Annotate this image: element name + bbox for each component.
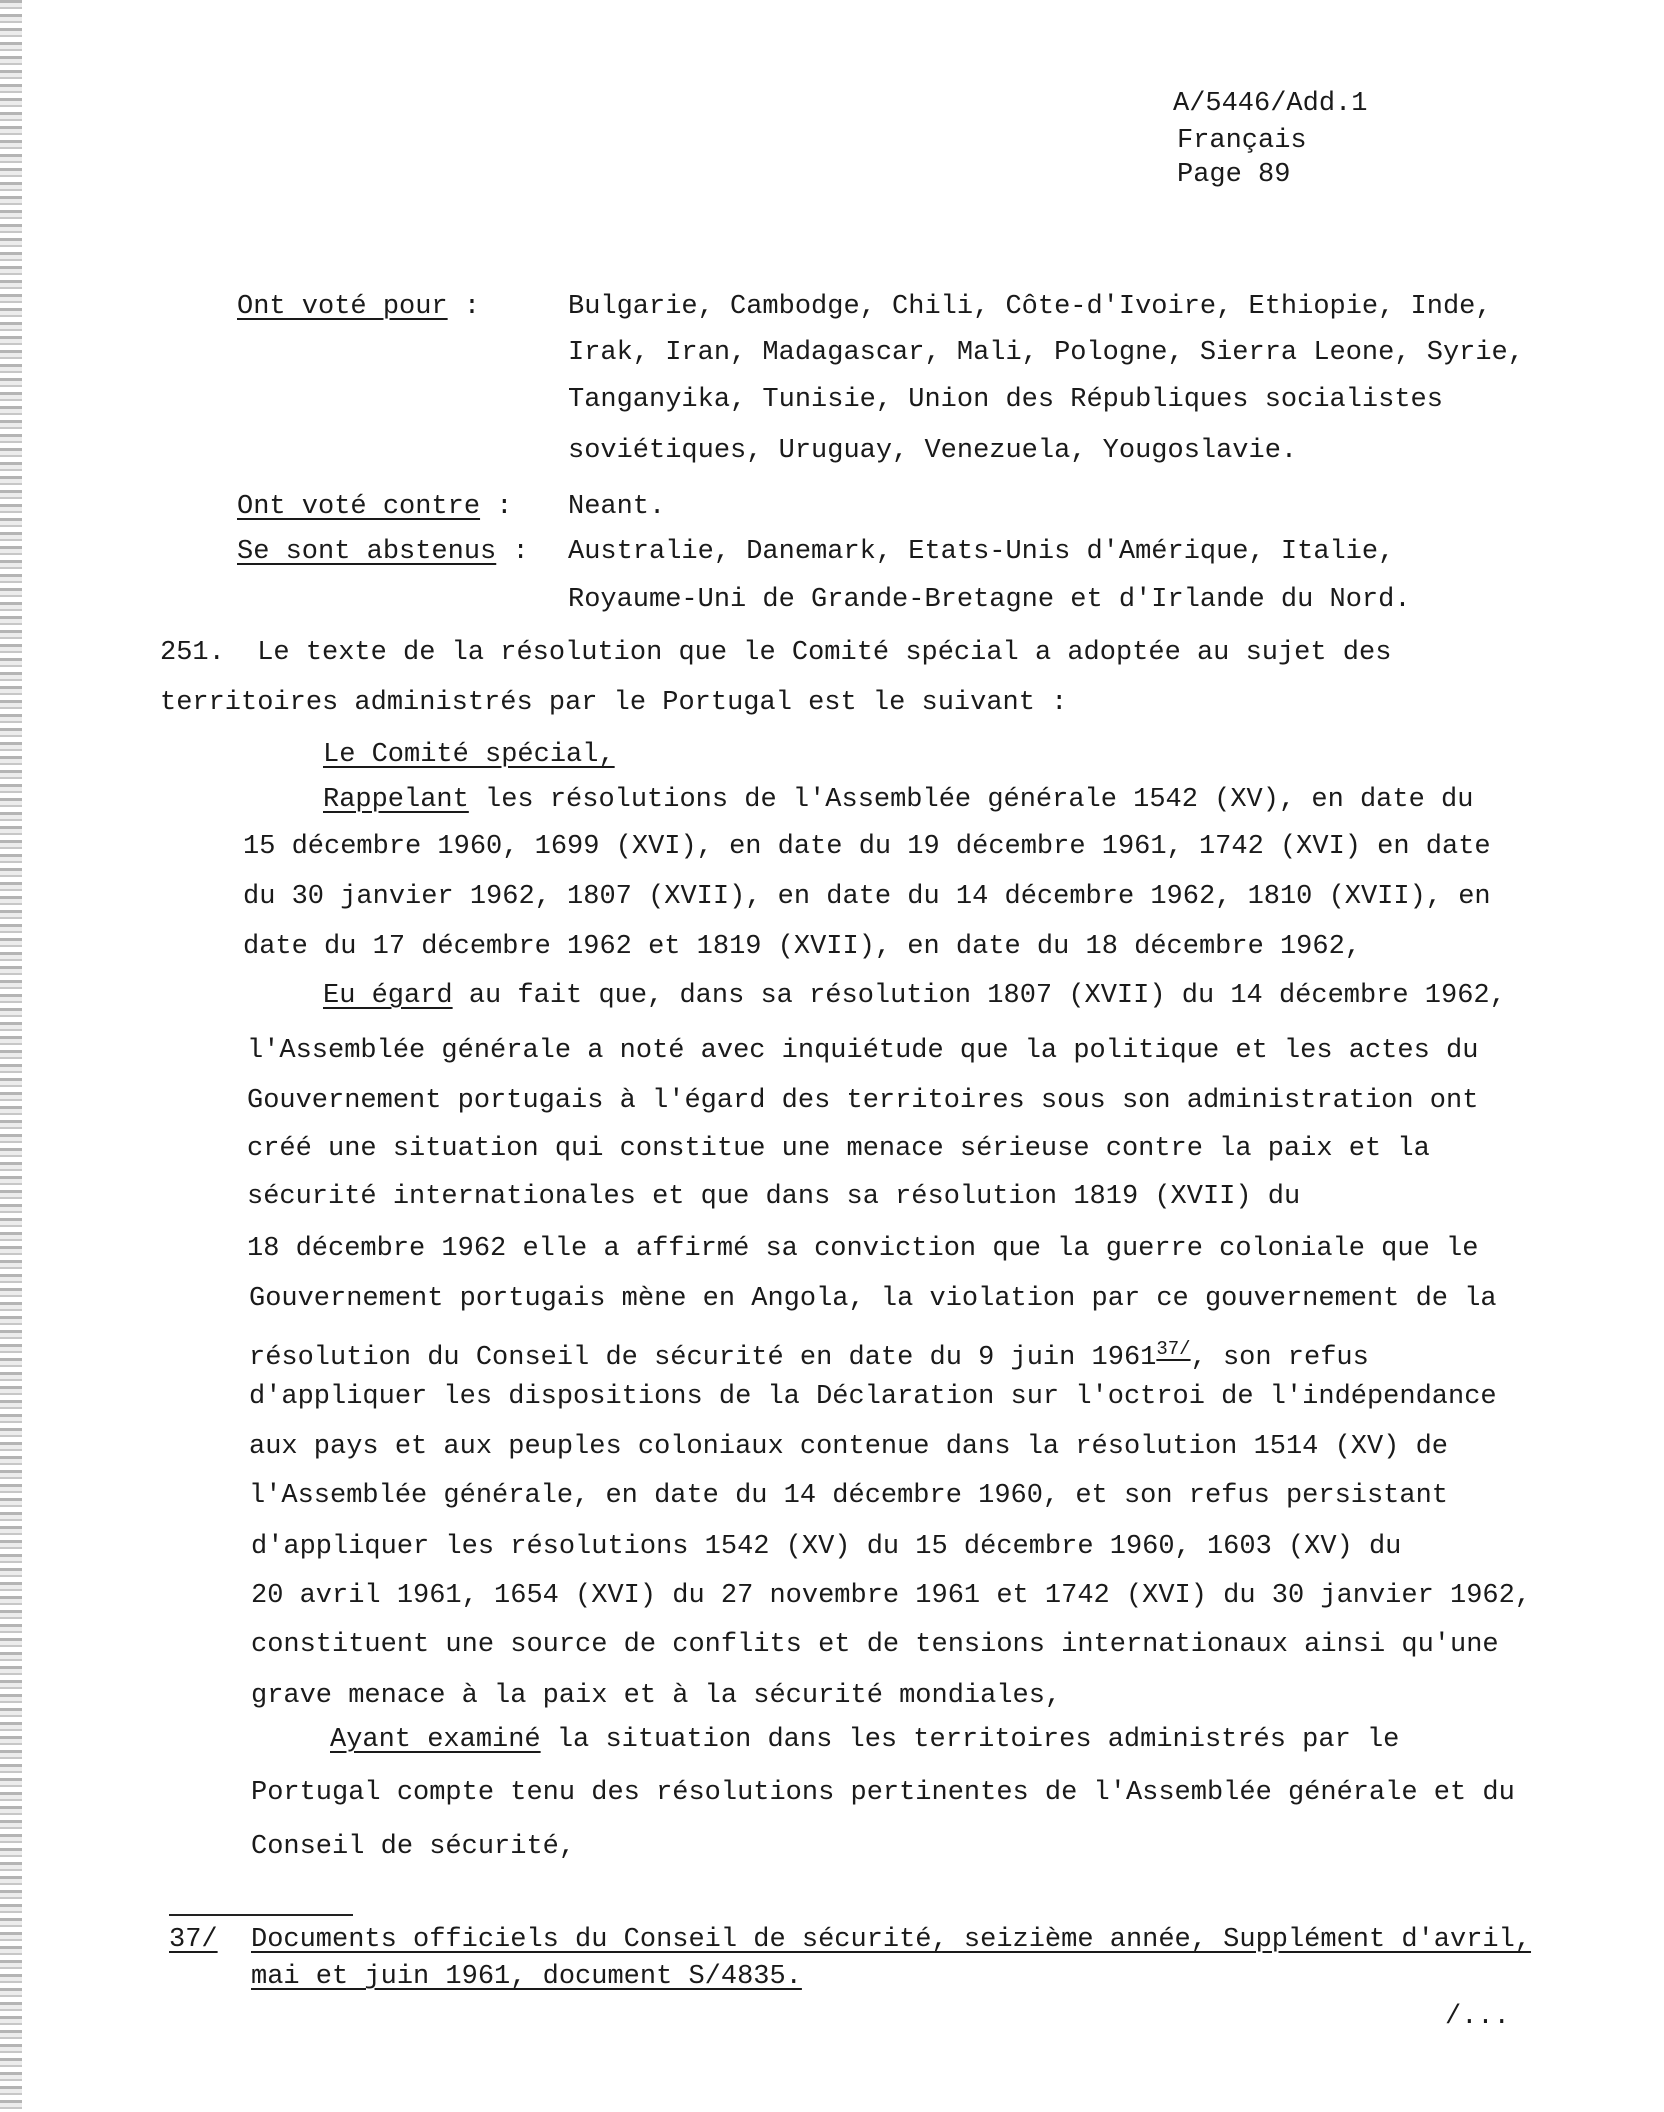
text-segment: , son refus xyxy=(1190,1343,1369,1373)
text-segment: Conseil de sécurité, xyxy=(251,1832,576,1862)
vote-label-text: Ont voté pour xyxy=(237,292,448,322)
text-segment: créé une situation qui constitue une menace sérieuse contre la paix et la xyxy=(247,1134,1430,1164)
text-line xyxy=(249,1331,1369,1376)
text-line xyxy=(251,1529,1401,1565)
text-segment: constituent une source de conflits et de tensions internationaux ainsi qu'une xyxy=(251,1630,1499,1660)
text-line xyxy=(247,1131,1430,1167)
vote-label-colon: : xyxy=(496,537,529,567)
text-segment: 20 avril 1961, 1654 (XVI) du 27 novembre 1961 et 1742 (XVI) du 30 janvier 1962, xyxy=(251,1581,1532,1611)
vote-countries: Irak, Iran, Madagascar, Mali, Pologne, Sierra Leone, Syrie, xyxy=(568,338,1524,368)
text-line xyxy=(251,1678,1061,1714)
text-line xyxy=(247,1033,1478,1069)
text-segment: aux pays et aux peuples coloniaux contenue dans la résolution 1514 (XV) de xyxy=(249,1432,1448,1462)
vote-countries: soviétiques, Uruguay, Venezuela, Yougoslavie. xyxy=(568,436,1298,466)
text-segment: Eu égard xyxy=(323,981,453,1011)
text-line xyxy=(323,978,1506,1014)
text-segment: 15 décembre 1960, 1699 (XVI), en date du 19 décembre 1961, 1742 (XVI) en date xyxy=(243,832,1491,862)
text-segment: sécurité internationales et que dans sa résolution 1819 (XVII) du xyxy=(247,1182,1301,1212)
text-segment: l'Assemblée générale, en date du 14 décembre 1960, et son refus persistant xyxy=(249,1481,1448,1511)
text-line xyxy=(251,1775,1515,1811)
text-line xyxy=(160,685,1067,721)
text-line xyxy=(243,829,1491,865)
text-line xyxy=(249,1478,1448,1514)
text-segment: 251. Le texte de la résolution que le Comité spécial a adoptée au sujet des xyxy=(160,638,1392,668)
footnote-rule xyxy=(169,1914,353,1916)
footnote-marker: 37/ xyxy=(169,1925,218,1955)
text-segment: la situation dans les territoires administrés par le xyxy=(540,1725,1400,1755)
scan-edge-artifact xyxy=(0,0,22,2112)
text-segment: Gouvernement portugais à l'égard des territoires sous son administration ont xyxy=(247,1086,1479,1116)
text-line xyxy=(249,1429,1448,1465)
vote-label-text: Se sont abstenus xyxy=(237,537,497,567)
text-line xyxy=(251,1578,1531,1614)
vote-countries: Bulgarie, Cambodge, Chili, Côte-d'Ivoire, Ethiopie, Inde, xyxy=(568,292,1492,322)
text-segment: date du 17 décembre 1962 et 1819 (XVII), en date du 18 décembre 1962, xyxy=(243,932,1361,962)
vote-countries: Tanganyika, Tunisie, Union des Républiques socialistes xyxy=(568,385,1443,415)
text-segment: grave menace à la paix et à la sécurité mondiales, xyxy=(251,1681,1062,1711)
text-line xyxy=(251,1627,1499,1663)
continuation-mark: /... xyxy=(1445,2002,1510,2032)
text-line xyxy=(249,1379,1497,1415)
vote-countries: Australie, Danemark, Etats-Unis d'Amérique, Italie, xyxy=(568,537,1395,567)
text-segment: Le Comité spécial, xyxy=(323,740,615,770)
vote-label xyxy=(237,534,529,570)
text-segment: Ayant examiné xyxy=(330,1725,541,1755)
text-line xyxy=(243,879,1491,915)
page-number: Page 89 xyxy=(1177,160,1291,190)
text-line xyxy=(323,737,615,773)
text-segment: résolution du Conseil de sécurité en date du 9 juin 1961 xyxy=(249,1343,1157,1373)
text-segment: 18 décembre 1962 elle a affirmé sa conviction que la guerre coloniale que le xyxy=(247,1234,1479,1264)
vote-countries: Neant. xyxy=(568,492,666,522)
text-line xyxy=(247,1083,1478,1119)
vote-label-text: Ont voté contre xyxy=(237,492,481,522)
text-segment: territoires administrés par le Portugal est le suivant : xyxy=(160,688,1068,718)
text-segment: Rappelant xyxy=(323,785,469,815)
text-segment: Gouvernement portugais mène en Angola, la violation par ce gouvernement de la xyxy=(249,1284,1497,1314)
document-symbol: A/5446/Add.1 xyxy=(1173,89,1368,119)
document-language: Français xyxy=(1177,126,1307,156)
text-segment: d'appliquer les résolutions 1542 (XV) du 15 décembre 1960, 1603 (XV) du xyxy=(251,1532,1402,1562)
text-segment: d'appliquer les dispositions de la Déclaration sur l'octroi de l'indépendance xyxy=(249,1382,1497,1412)
vote-label xyxy=(237,489,512,525)
vote-label-colon: : xyxy=(447,292,481,322)
text-segment: Portugal compte tenu des résolutions pertinentes de l'Assemblée générale et du xyxy=(251,1778,1515,1808)
text-segment: du 30 janvier 1962, 1807 (XVII), en date du 14 décembre 1962, 1810 (XVII), en xyxy=(243,882,1491,912)
vote-label xyxy=(237,289,480,325)
text-line xyxy=(249,1281,1497,1317)
text-segment: au fait que, dans sa résolution 1807 (XVII) du 14 décembre 1962, xyxy=(452,981,1506,1011)
vote-label-colon: : xyxy=(480,492,513,522)
vote-countries: Royaume-Uni de Grande-Bretagne et d'Irlande du Nord. xyxy=(568,585,1411,615)
text-line xyxy=(251,1829,575,1865)
footnote-line: mai et juin 1961, document S/4835. xyxy=(251,1962,802,1992)
text-line xyxy=(330,1722,1399,1758)
footnote-reference: 37/ xyxy=(1156,1338,1191,1360)
text-segment: l'Assemblée générale a noté avec inquiétude que la politique et les actes du xyxy=(247,1036,1479,1066)
text-line xyxy=(247,1231,1478,1267)
text-line xyxy=(323,782,1473,818)
text-line xyxy=(247,1179,1300,1215)
text-line xyxy=(243,929,1361,965)
footnote-line: Documents officiels du Conseil de sécurité, seizième année, Supplément d'avril, xyxy=(251,1925,1532,1955)
text-line xyxy=(160,635,1391,671)
text-segment: les résolutions de l'Assemblée générale 1542 (XV), en date du xyxy=(468,785,1474,815)
